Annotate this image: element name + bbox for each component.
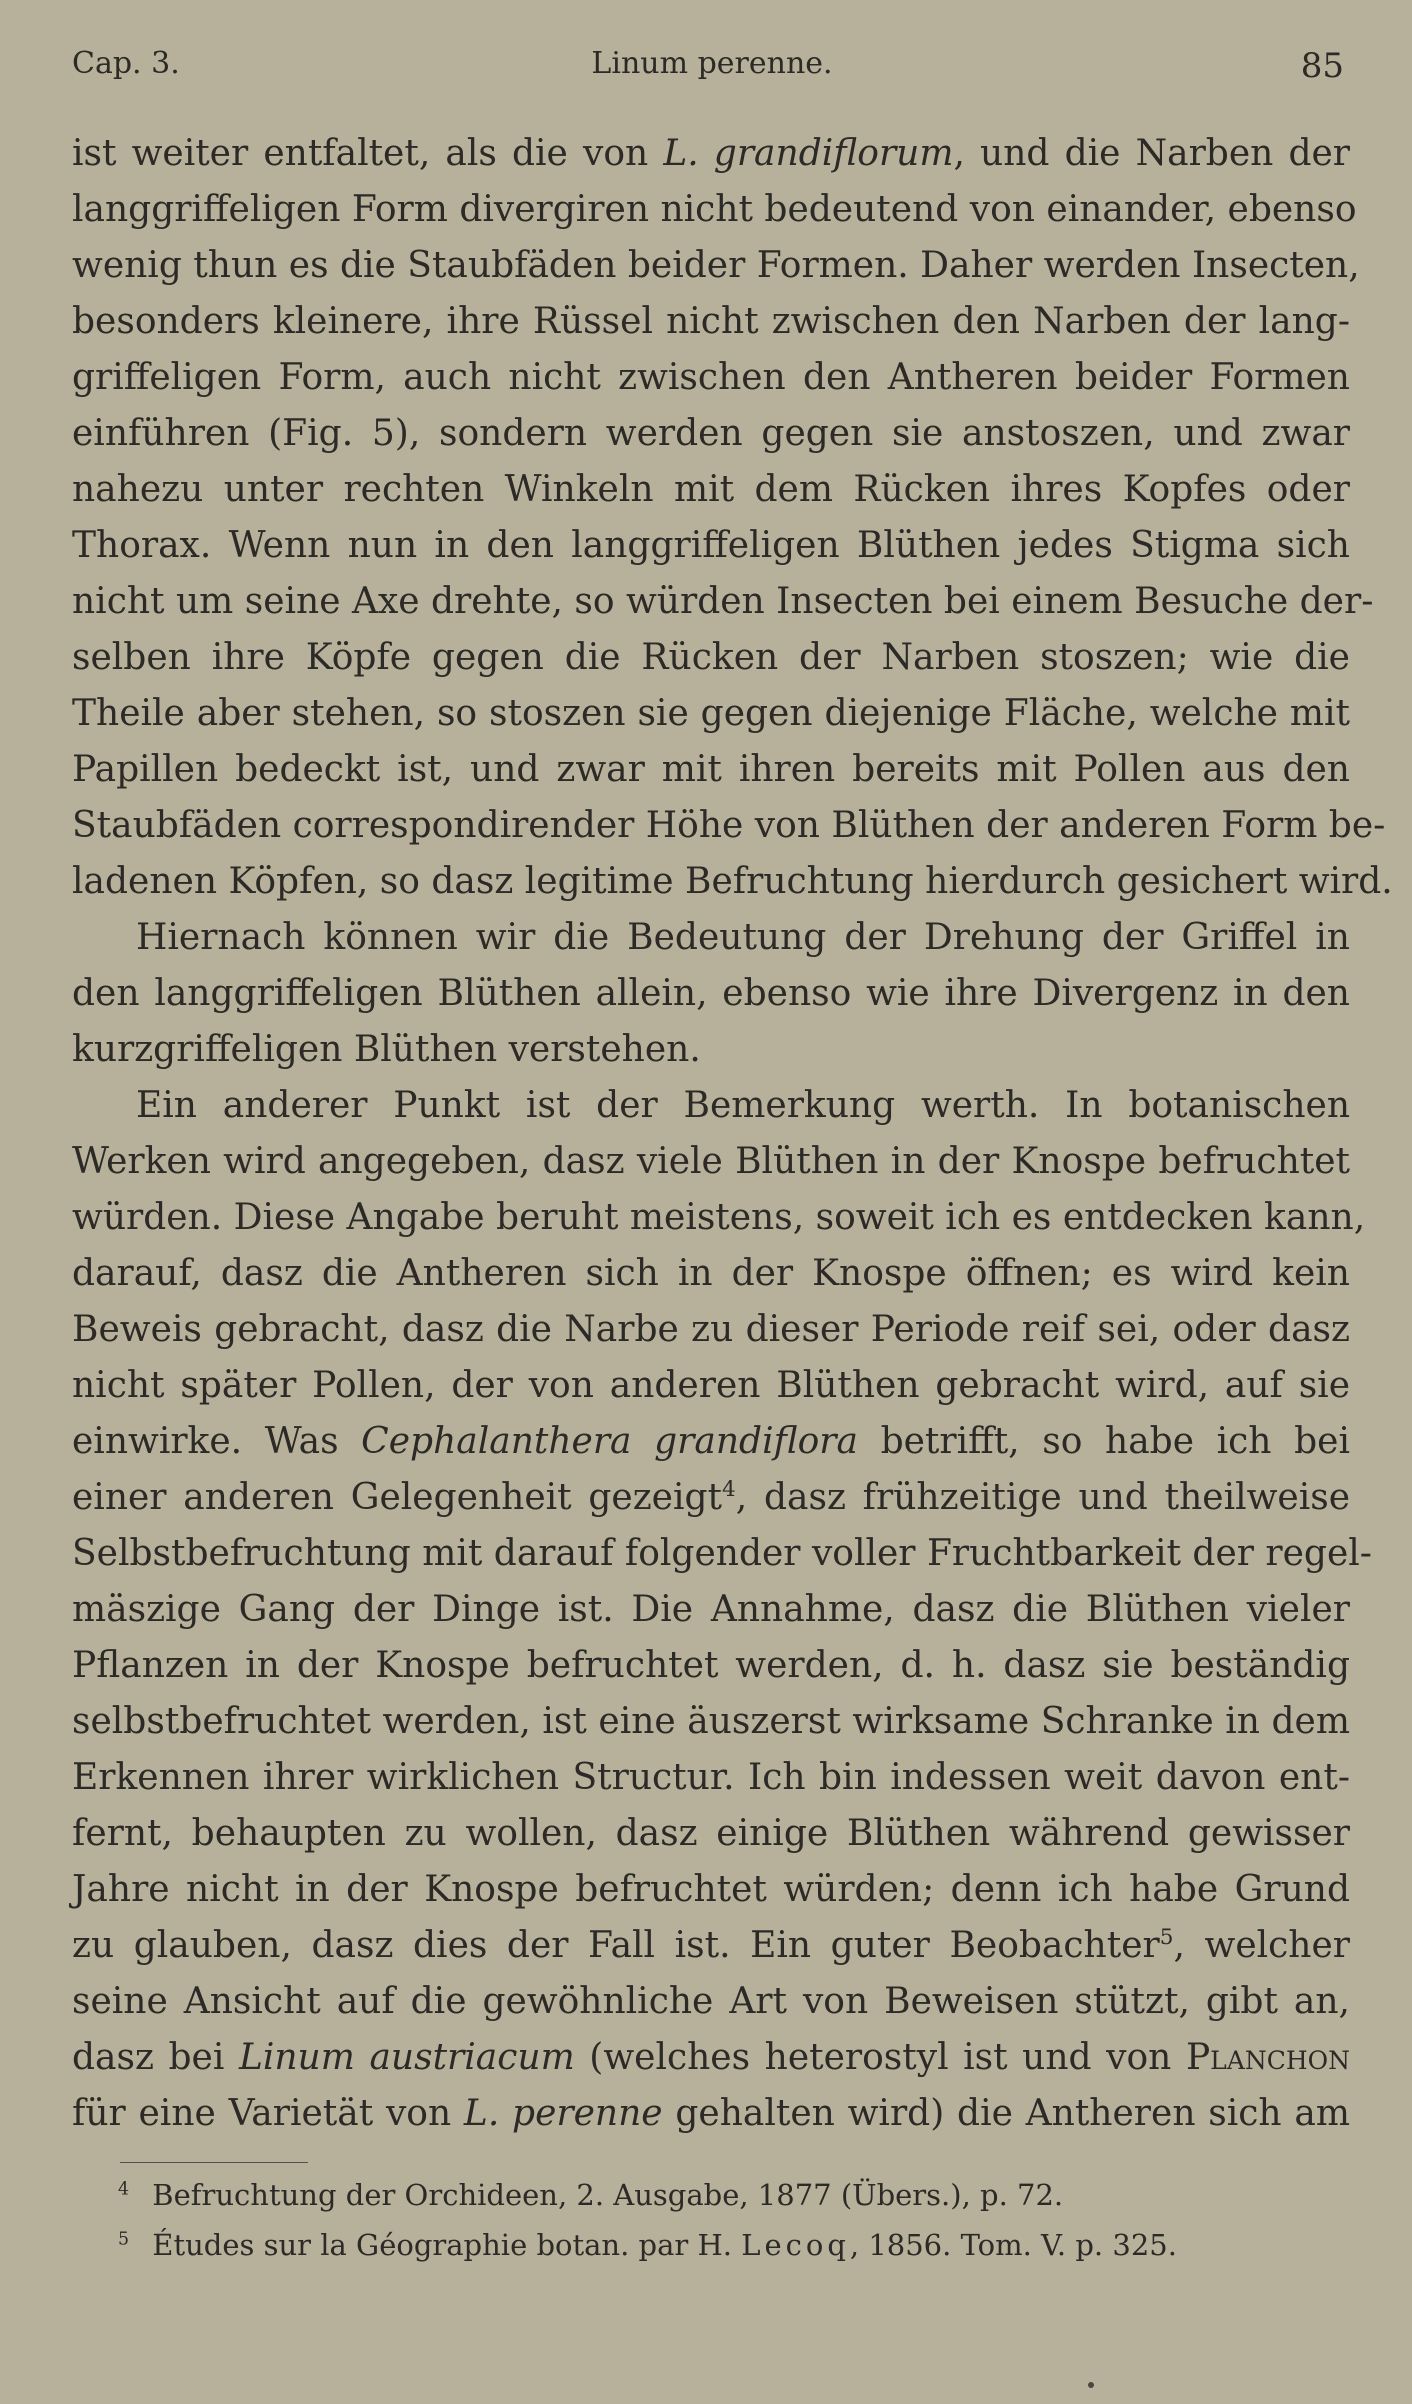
text-line: besonders kleinere, ihre Rüssel nicht zwischen den Narben der lang- <box>72 301 1350 342</box>
text-line: einführen (Fig. 5), sondern werden gegen sie anstoszen, und zwar <box>72 413 1350 454</box>
text-line: langgriffeligen Form divergiren nicht bedeutend von einander, ebenso <box>72 189 1357 230</box>
text-line: Ein anderer Punkt ist der Bemerkung werth. In botanischen <box>136 1085 1350 1126</box>
text-line: nicht um seine Axe drehte, so würden Insecten bei einem Besuche der- <box>72 581 1374 622</box>
text-line: nahezu unter rechten Winkeln mit dem Rücken ihres Kopfes oder <box>72 469 1350 510</box>
footnote-mark: 4 <box>118 2179 130 2200</box>
running-header <box>72 46 1352 96</box>
text-line: würden. Diese Angabe beruht meistens, soweit ich es entdecken kann, <box>72 1197 1366 1238</box>
text-line: Papillen bedeckt ist, und zwar mit ihren bereits mit Pollen aus den <box>72 749 1350 790</box>
text-line: Staubfäden correspondirender Höhe von Blüthen der anderen Form be- <box>72 805 1386 846</box>
footnote-rule <box>120 2162 308 2163</box>
footnote-mark: 5 <box>118 2229 130 2250</box>
author-name: Lecoq <box>741 2228 850 2262</box>
text-line: Jahre nicht in der Knospe befruchtet würden; denn ich habe Grund <box>72 1869 1350 1910</box>
text-line: einwirke. Was Cephalanthera grandiflora betrifft, so habe ich bei <box>72 1421 1350 1462</box>
footnote-text: Études sur la Géographie botan. par H. Lecoq, 1856. Tom. V. p. 325. <box>152 2228 1177 2262</box>
text-line: Werken wird angegeben, dasz viele Blüthen in der Knospe befruchtet <box>72 1141 1350 1182</box>
text-line: selben ihre Köpfe gegen die Rücken der Narben stoszen; wie die <box>72 637 1350 678</box>
text-line: Hiernach können wir die Bedeutung der Drehung der Griffel in <box>136 917 1350 958</box>
text-line: nicht später Pollen, der von anderen Blüthen gebracht wird, auf sie <box>72 1365 1350 1406</box>
footnote-5 <box>118 2220 1318 2270</box>
text-line: ladenen Köpfen, so dasz legitime Befruchtung hierdurch gesichert wird. <box>72 861 1393 902</box>
chapter-label: Cap. 3. <box>72 46 180 81</box>
body-text <box>72 126 1393 2142</box>
running-title: Linum perenne. <box>591 46 833 81</box>
italic-term: Cephalanthera grandiflora <box>361 1421 858 1462</box>
text-line: Pflanzen in der Knospe befruchtet werden, d. h. dasz sie beständig <box>72 1645 1350 1686</box>
italic-term: Linum austriacum <box>238 2037 575 2078</box>
text-line: darauf, dasz die Antheren sich in der Knospe öffnen; es wird kein <box>72 1253 1350 1294</box>
footnote-reference: 4 <box>722 1477 736 1502</box>
italic-term: L. grandiflorum <box>663 133 954 174</box>
text-line: Theile aber stehen, so stoszen sie gegen diejenige Fläche, welche mit <box>72 693 1350 734</box>
footnotes <box>118 2170 1318 2270</box>
text-line: Selbstbefruchtung mit darauf folgender voller Fruchtbarkeit der regel- <box>72 1533 1372 1574</box>
speck-mark <box>1088 2382 1094 2388</box>
footnote-reference: 5 <box>1159 1925 1174 1950</box>
text-line: fernt, behaupten zu wollen, dasz einige Blüthen während gewisser <box>72 1813 1350 1854</box>
text-line: mäszige Gang der Dinge ist. Die Annahme, dasz die Blüthen vieler <box>72 1589 1350 1630</box>
text-line: Beweis gebracht, dasz die Narbe zu dieser Periode reif sei, oder dasz <box>72 1309 1350 1350</box>
text-line: ist weiter entfaltet, als die von L. grandiflorum, und die Narben der <box>72 133 1350 174</box>
text-line: selbstbefruchtet werden, ist eine äuszerst wirksame Schranke in dem <box>72 1701 1350 1742</box>
text-line: wenig thun es die Staubfäden beider Formen. Daher werden Insecten, <box>72 245 1360 286</box>
text-line: einer anderen Gelegenheit gezeigt$^4$, dasz frühzeitige und theilweise <box>72 1477 1351 1518</box>
text-line: Thorax. Wenn nun in den langgriffeligen Blüthen jedes Stigma sich <box>72 525 1350 566</box>
text-line: Erkennen ihrer wirklichen Structur. Ich bin indessen weit davon ent- <box>72 1757 1350 1798</box>
footnote-4 <box>118 2170 1318 2220</box>
text-line: für eine Varietät von L. perenne gehalten wird) die Antheren sich am <box>72 2093 1350 2134</box>
text-line: zu glauben, dasz dies der Fall ist. Ein guter Beobachter$^5$, welcher <box>72 1925 1350 1966</box>
text-line: den langgriffeligen Blüthen allein, ebenso wie ihre Divergenz in den <box>72 973 1350 1014</box>
page-number: 85 <box>1300 46 1344 86</box>
text-line: dasz bei Linum austriacum (welches heterostyl ist und von Planchon <box>72 2037 1350 2078</box>
text-line: kurzgriffeligen Blüthen verstehen. <box>72 1029 701 1070</box>
text-line: seine Ansicht auf die gewöhnliche Art von Beweisen stützt, gibt an, <box>72 1981 1350 2022</box>
author-name: Planchon <box>1185 2037 1350 2078</box>
text-line: griffeligen Form, auch nicht zwischen den Antheren beider Formen <box>72 357 1350 398</box>
italic-term: L. perenne <box>463 2093 663 2134</box>
footnote-text: Befruchtung der Orchideen, 2. Ausgabe, 1877 (Übers.), p. 72. <box>152 2178 1064 2212</box>
